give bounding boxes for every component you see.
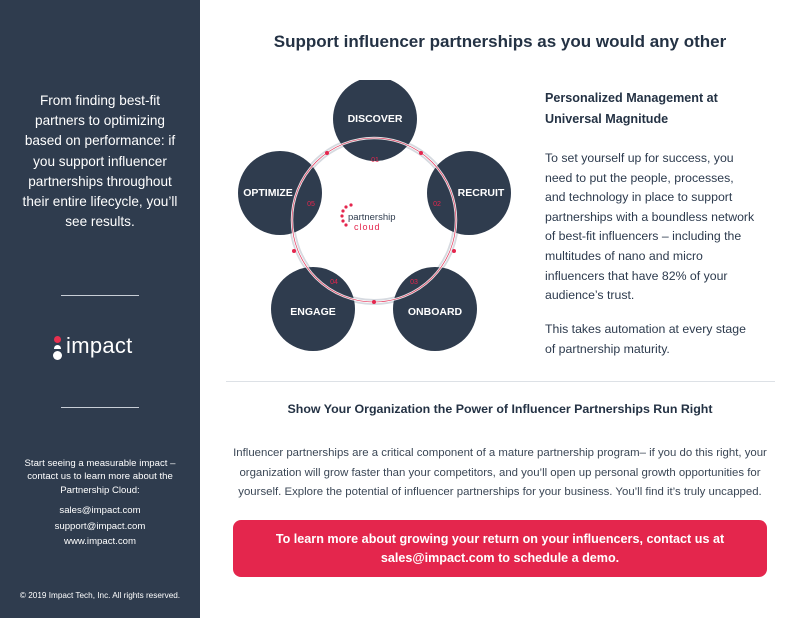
section-body-2: This takes automation at every stage of partnership maturity. [545,322,746,356]
ring-dot [372,300,376,304]
contact-list [12,503,188,550]
logo-text: impact [66,333,133,358]
logo-mark-icon [54,336,61,343]
logo-dot [349,203,352,206]
stage-label-discover: DISCOVER [347,113,403,125]
section-heading: Personalized Management at Universal Magnitude [545,91,718,126]
center-logo-line1: partnership [348,212,396,223]
page-title: Support influencer partnerships as you would any other [273,32,727,51]
ring-dot [325,151,329,155]
logo-dot [341,209,344,212]
lifecycle-diagram [228,80,528,370]
impact-logo [52,334,152,368]
center-logo-line2: cloud [354,222,381,232]
logo-dot [344,205,347,208]
ring-dot [419,151,423,155]
body-paragraph: Influencer partnerships are a critical component of a mature partnership program– if you do this right, your organization will grow faster than your competitors, and you’ll open up personal growth opportunities for yourself. Explore the potential of influencer partnerships for your business. You’ll find it’s truly uncapped. [233,447,767,498]
stage-optimize [238,151,322,235]
logo-dot [344,223,347,226]
ring-dot [452,249,456,253]
logo-dot [341,219,344,222]
logo-dot [340,214,343,217]
website-link[interactable]: www.impact.com [64,536,136,547]
stage-number-optimize: 05 [307,201,315,208]
stage-label-engage: ENGAGE [290,306,336,318]
logo-mark-top [54,345,61,349]
sidebar-divider-top [61,295,139,296]
subtitle: Show Your Organization the Power of Influencer Partnerships Run Right [287,402,713,416]
stage-engage [271,267,355,351]
sales-email-link[interactable]: sales@impact.com [59,505,141,516]
stage-label-recruit: RECRUIT [457,187,505,199]
logo-mark-bottom [53,351,62,360]
stage-number-discover: 01 [371,157,379,164]
sidebar [0,0,200,618]
support-email-link[interactable]: support@impact.com [54,520,146,532]
stage-label-optimize: OPTIMIZE [243,187,293,199]
section-body-1: To set yourself up for success, you need to put the people, processes, and technology in place to support partnerships with a boundless network of best-fit influencers – including the multitudes of nano and micro influencers that have 82% of your audience’s trust. [545,151,755,303]
stage-number-engage: 04 [330,279,338,286]
sidebar-cta: Start seeing a measurable impact – contact us to learn more about the Partnership Cloud: [24,458,176,496]
content-divider [226,381,775,382]
stage-discover [333,80,417,164]
stage-label-onboard: ONBOARD [407,306,463,318]
stage-onboard [393,267,477,351]
sidebar-intro: From finding best-fit partners to optimizing based on performance: if you support influencer partnerships throughout their entire lifecycle, you’ll see results. [22,93,178,230]
ring-dot [292,249,296,253]
sidebar-divider-bottom [61,407,139,408]
stage-recruit [427,151,511,235]
contact-cta-banner[interactable]: To learn more about growing your return on your influencers, contact us at sales@impact.com to schedule a demo. [233,520,767,577]
stage-number-recruit: 02 [433,201,441,208]
partnership-cloud-logo [340,203,395,232]
stage-number-onboard: 03 [410,279,418,286]
copyright: © 2019 Impact Tech, Inc. All rights reserved. [19,591,181,600]
